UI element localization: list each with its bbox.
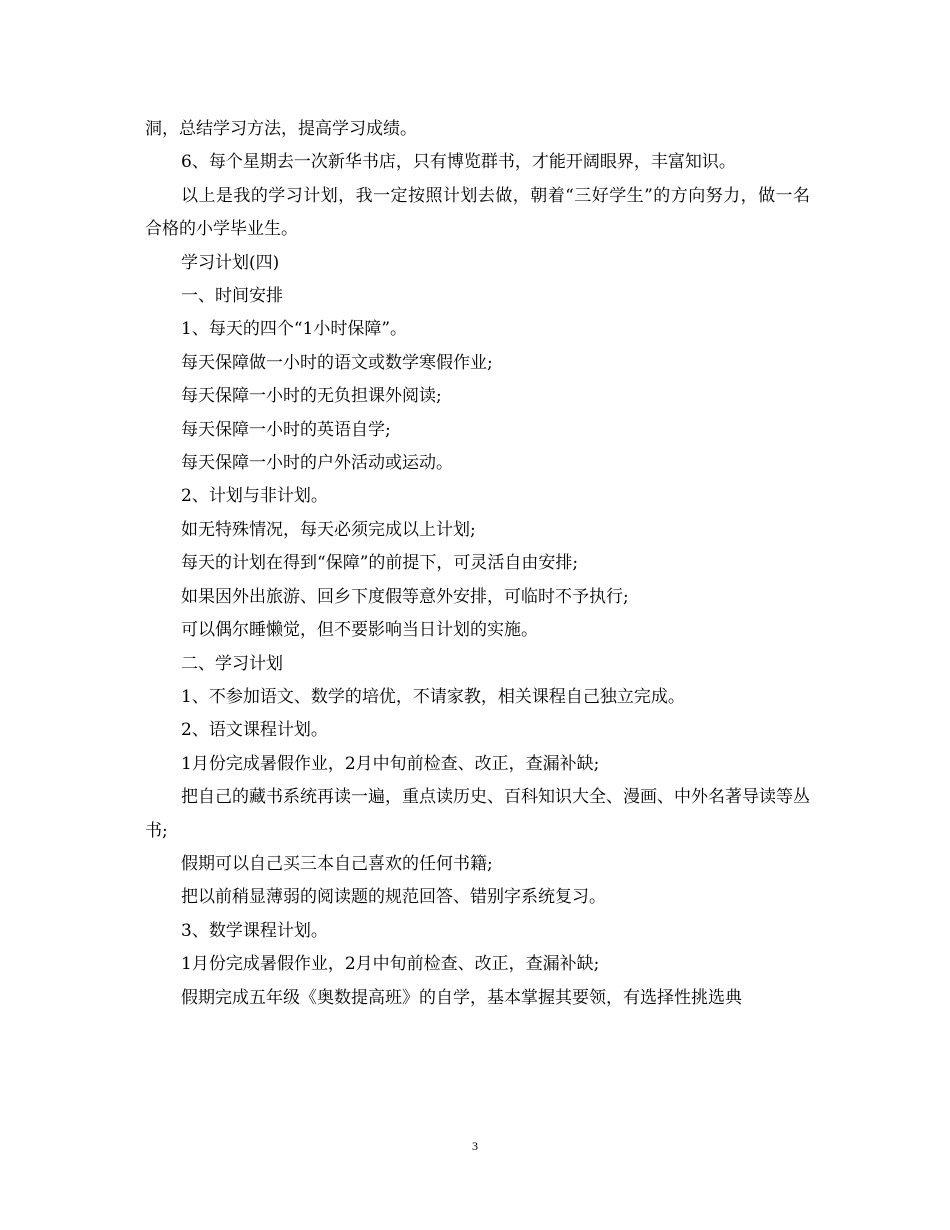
paragraph: 1月份完成暑假作业，2月中旬前检查、改正，查漏补缺; bbox=[181, 954, 600, 975]
paragraph: 6、每个星期去一次新华书店，只有博览群书，才能开阔眼界，丰富知识。 bbox=[181, 152, 736, 173]
paragraph: 一、时间安排 bbox=[181, 286, 283, 307]
paragraph: 假期完成五年级《奥数提高班》的自学，基本掌握其要领，有选择性挑选典 bbox=[181, 987, 742, 1008]
paragraph: 2、计划与非计划。 bbox=[181, 486, 328, 507]
paragraph: 1月份完成暑假作业，2月中旬前检查、改正，查漏补缺; bbox=[181, 753, 600, 774]
document-body bbox=[145, 113, 810, 1015]
paragraph: 每天保障一小时的户外活动或运动。 bbox=[181, 453, 453, 474]
paragraph: 1、每天的四个“1小时保障”。 bbox=[181, 319, 408, 340]
paragraph: 每天保障做一小时的语文或数学寒假作业; bbox=[181, 352, 493, 373]
paragraph: 可以偶尔睡懒觉，但不要影响当日计划的实施。 bbox=[181, 620, 538, 641]
paragraph: 把以前稍显薄弱的阅读题的规范回答、错别字系统复习。 bbox=[181, 887, 606, 908]
page-number: 3 bbox=[472, 1139, 478, 1153]
paragraph: 洞，总结学习方法，提高学习成绩。 bbox=[145, 119, 417, 139]
paragraph: 以上是我的学习计划，我一定按照计划去做，朝着“三好学生”的方向努力，做一名合格的小学毕业生。 bbox=[145, 185, 810, 240]
paragraph: 3、数学课程计划。 bbox=[181, 920, 328, 941]
paragraph: 每天的计划在得到“保障”的前提下，可灵活自由安排; bbox=[181, 553, 579, 574]
paragraph: 2、语文课程计划。 bbox=[181, 720, 328, 741]
paragraph: 如无特殊情况，每天必须完成以上计划; bbox=[181, 519, 476, 540]
paragraph: 1、不参加语文、数学的培优，不请家教，相关课程自己独立完成。 bbox=[181, 686, 685, 707]
paragraph: 学习计划(四) bbox=[181, 252, 280, 273]
paragraph: 假期可以自己买三本自己喜欢的任何书籍; bbox=[181, 853, 493, 874]
paragraph: 每天保障一小时的英语自学; bbox=[181, 419, 391, 440]
paragraph: 如果因外出旅游、回乡下度假等意外安排，可临时不予执行; bbox=[181, 586, 629, 607]
paragraph: 把自己的藏书系统再读一遍，重点读历史、百科知识大全、漫画、中外名著导读等丛书; bbox=[145, 787, 810, 841]
paragraph: 二、学习计划 bbox=[181, 653, 283, 674]
paragraph: 每天保障一小时的无负担课外阅读; bbox=[181, 386, 442, 407]
